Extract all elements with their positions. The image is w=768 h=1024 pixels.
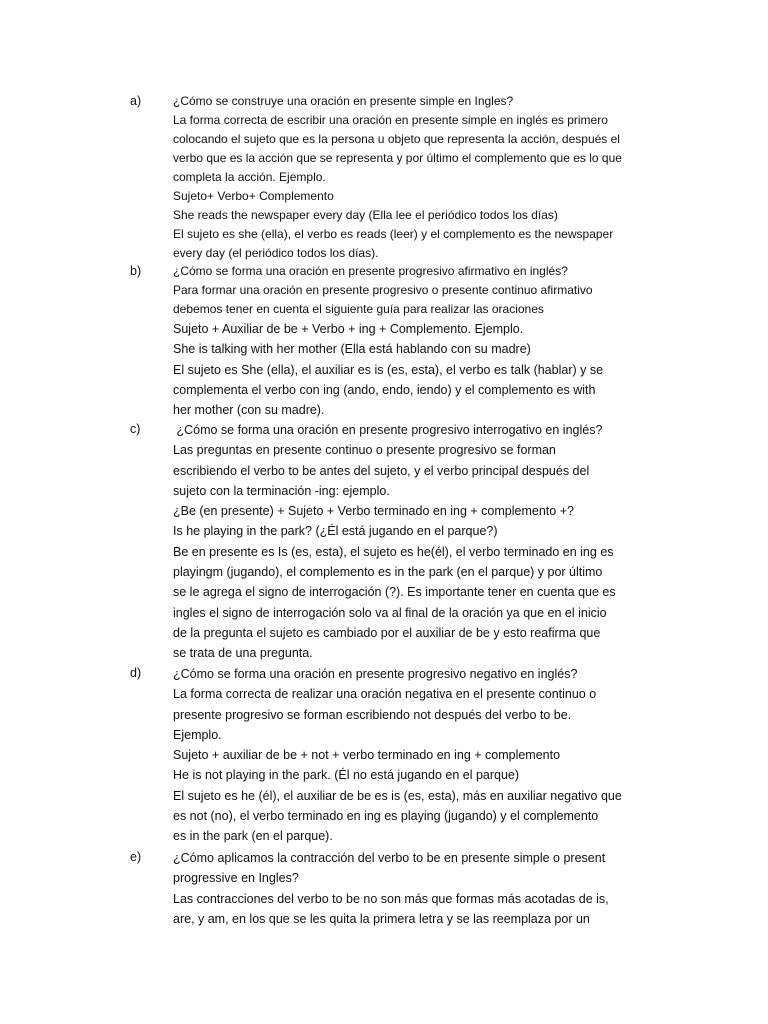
- answer-line: verbo que es la acción que se representa y por último el complemento que es lo que: [173, 151, 622, 165]
- answer-line: debemos tener en cuenta el siguiente guía para realizar las oraciones: [173, 302, 544, 316]
- question-heading: ¿Cómo se construye una oración en presente simple en Ingles?: [173, 94, 514, 108]
- answer-line: Para formar una oración en presente progresivo o presente continuo afirmativo: [173, 283, 593, 297]
- answer-line: Be en presente es Is (es, esta), el sujeto es he(él), el verbo terminado en ing es: [173, 544, 614, 559]
- question-heading: ¿Cómo se forma una oración en presente progresivo interrogativo en inglés?: [173, 423, 603, 437]
- answer-line: La forma correcta de escribir una oración en presente simple en inglés es primero: [173, 113, 608, 127]
- question-body: [173, 420, 673, 664]
- answer-line: her mother (con su madre).: [173, 403, 325, 418]
- question-heading-continued: progressive en Ingles?: [173, 871, 299, 886]
- question-heading: ¿Cómo se forma una oración en presente progresivo afirmativo en inglés?: [173, 264, 568, 278]
- answer-line: Las contracciones del verbo to be no son más que formas más acotadas de is,: [173, 891, 609, 906]
- formula-line: Sujeto + auxiliar de be + not + verbo terminado en ing + complemento: [173, 748, 561, 763]
- question-body: [173, 664, 673, 847]
- answer-line: se le agrega el signo de interrogación (?). Es importante tener en cuenta que es: [173, 585, 616, 600]
- formula-line: ¿Be (en presente) + Sujeto + Verbo terminado en ing + complemento +?: [173, 504, 574, 519]
- example-line: He is not playing in the park. (Él no está jugando en el parque): [173, 768, 520, 783]
- example-line: Is he playing in the park? (¿Él está jugando en el parque?): [173, 524, 498, 539]
- answer-line: El sujeto es he (él), el auxiliar de be es is (es, esta), más en auxiliar negativo que: [173, 788, 622, 803]
- answer-line: se trata de una pregunta.: [173, 646, 313, 661]
- formula-line: Sujeto+ Verbo+ Complemento: [173, 189, 334, 203]
- answer-line: Las preguntas en presente continuo o presente progresivo se forman: [173, 443, 556, 458]
- answer-line: every day (el periódico todos los días).: [173, 246, 379, 260]
- question-marker: a): [130, 94, 142, 108]
- question-marker: c): [130, 422, 141, 436]
- question-body: [173, 92, 673, 263]
- answer-line: are, y am, en los que se les quita la primera letra y se las reemplaza por un: [173, 911, 590, 926]
- question-heading: ¿Cómo aplicamos la contracción del verbo to be en presente simple o present: [173, 851, 606, 865]
- answer-line: colocando el sujeto que es la persona u objeto que representa la acción, después el: [173, 132, 620, 146]
- answer-line: El sujeto es She (ella), el auxiliar es is (es, esta), el verbo es talk (hablar) y se: [173, 362, 604, 377]
- answer-line: completa la acción. Ejemplo.: [173, 170, 326, 184]
- answer-line: playingm (jugando), el complemento es in the park (en el parque) y por último: [173, 565, 603, 580]
- answer-line: de la pregunta el sujeto es cambiado por el auxiliar de be y esto reafirma que: [173, 625, 601, 640]
- question-marker: e): [130, 850, 142, 864]
- question-heading: ¿Cómo se forma una oración en presente progresivo negativo en inglés?: [173, 667, 578, 681]
- example-line: She is talking with her mother (Ella está hablando con su madre): [173, 342, 531, 357]
- answer-line: presente progresivo se forman escribiendo not después del verbo to be.: [173, 707, 572, 722]
- answer-line: complementa el verbo con ing (ando, endo, iendo) y el complemento es with: [173, 382, 596, 397]
- answer-line: Ejemplo.: [173, 727, 222, 742]
- answer-line: es not (no), el verbo terminado en ing es playing (jugando) y el complemento: [173, 809, 599, 824]
- answer-line: escribiendo el verbo to be antes del sujeto, y el verbo principal después del: [173, 463, 590, 478]
- answer-line: es in the park (en el parque).: [173, 829, 333, 844]
- question-marker: b): [130, 264, 142, 278]
- answer-line: La forma correcta de realizar una oración negativa en el presente continuo o: [173, 687, 597, 702]
- question-body: [173, 848, 673, 929]
- question-marker: d): [130, 666, 142, 680]
- answer-line: sujeto con la terminación -ing: ejemplo.: [173, 483, 390, 498]
- answer-line: El sujeto es she (ella), el verbo es reads (leer) y el complemento es the newspaper: [173, 227, 614, 241]
- formula-line: Sujeto + Auxiliar de be + Verbo + ing + Complemento. Ejemplo.: [173, 322, 524, 336]
- example-line: She reads the newspaper every day (Ella lee el periódico todos los días): [173, 208, 558, 222]
- question-body: [173, 262, 673, 420]
- answer-line: ingles el signo de interrogación solo va al final de la oración ya que en el inicio: [173, 605, 607, 620]
